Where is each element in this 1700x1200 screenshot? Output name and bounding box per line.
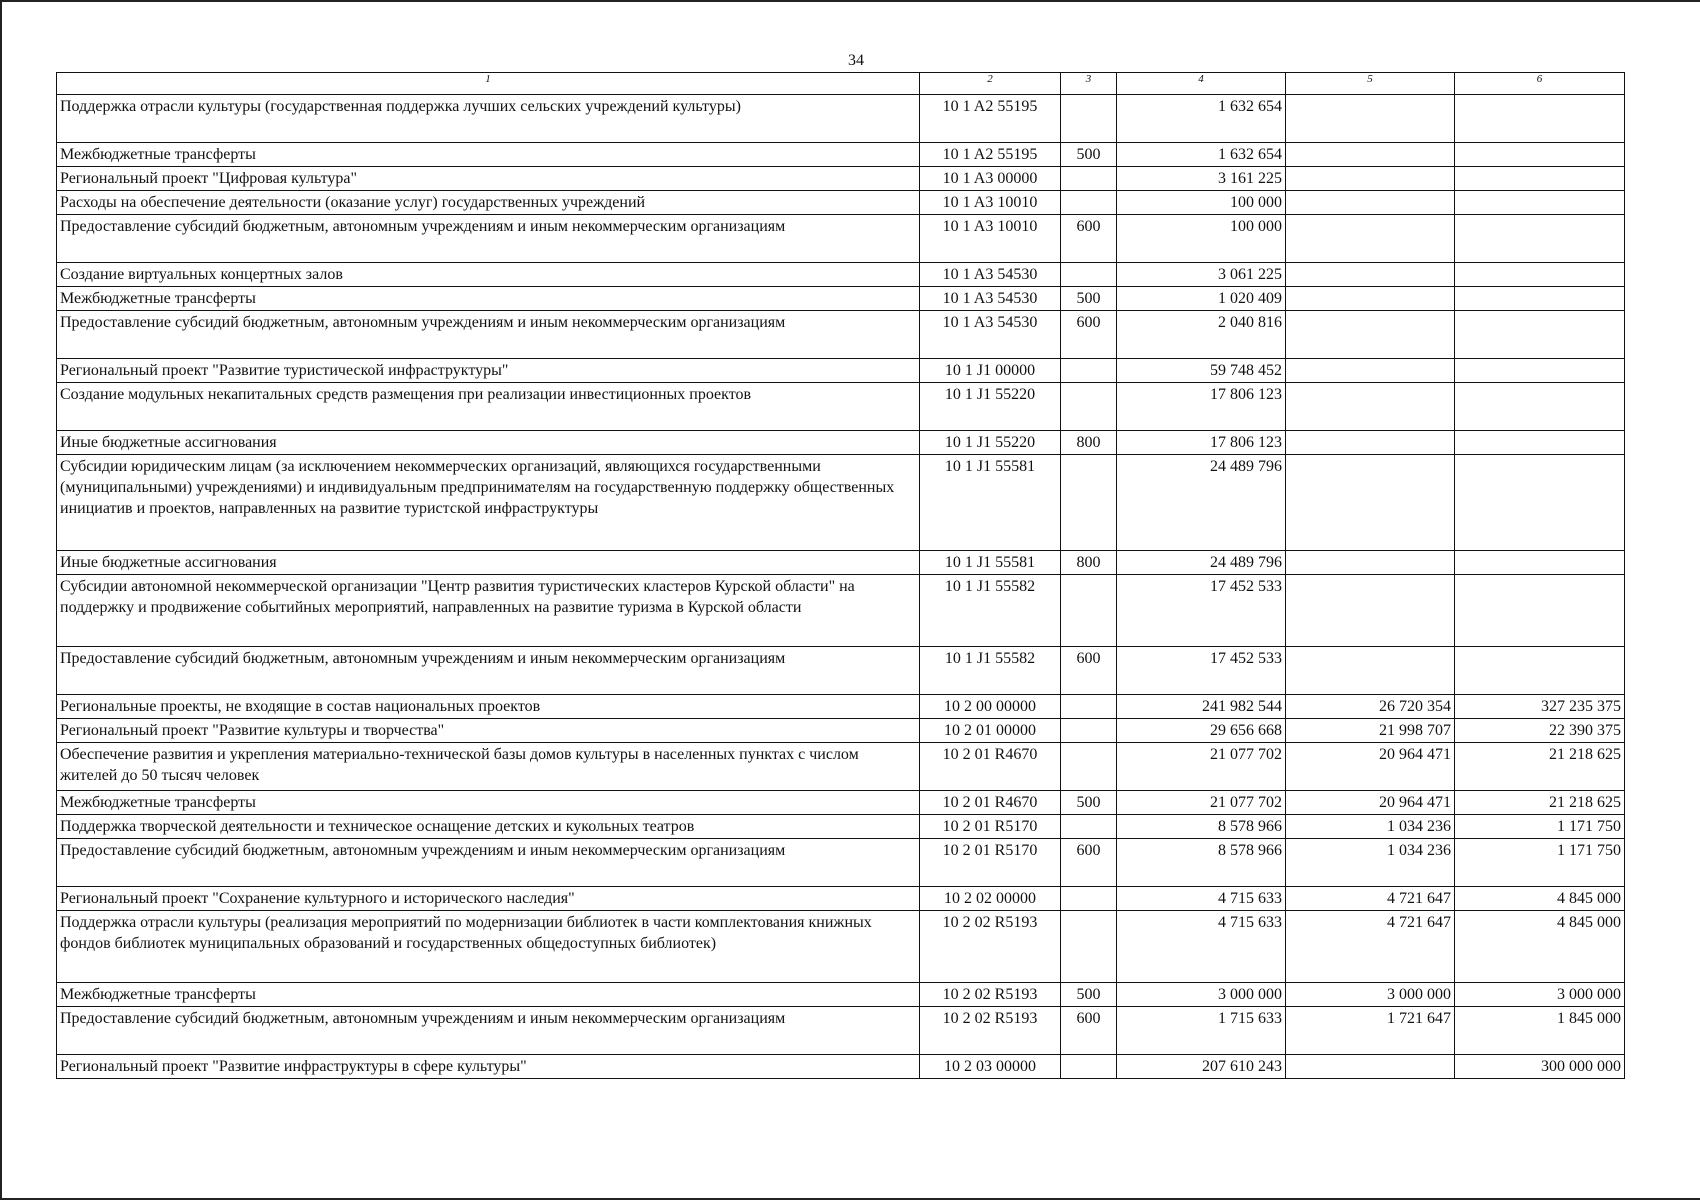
row-amount-col4-cell: 4 715 633 [1117,911,1286,983]
table-row [57,1055,1625,1079]
row-amount-col5-cell [1286,455,1455,551]
row-expense-type-cell: 600 [1061,215,1117,263]
row-amount-col4-cell: 17 806 123 [1117,431,1286,455]
row-expense-type-cell [1061,815,1117,839]
table-row [57,95,1625,143]
table-row [57,143,1625,167]
table-row [57,311,1625,359]
row-name-cell: Межбюджетные трансферты [57,983,920,1007]
row-amount-col4-cell: 17 452 533 [1117,575,1286,647]
row-code-cell: 10 1 A3 10010 [920,215,1061,263]
row-code-cell: 10 1 A3 54530 [920,263,1061,287]
row-amount-col6-cell [1455,383,1625,431]
row-code-cell: 10 1 A2 55195 [920,95,1061,143]
table-row [57,887,1625,911]
table-row [57,647,1625,695]
row-amount-col5-cell: 26 720 354 [1286,695,1455,719]
row-amount-col4-cell: 8 578 966 [1117,815,1286,839]
column-number: 6 [1455,73,1625,95]
row-code-cell: 10 1 A3 00000 [920,167,1061,191]
row-code-cell: 10 1 A3 54530 [920,287,1061,311]
row-expense-type-cell [1061,911,1117,983]
row-amount-col6-cell [1455,311,1625,359]
table-row [57,383,1625,431]
row-amount-col5-cell: 21 998 707 [1286,719,1455,743]
table-row [57,719,1625,743]
row-code-cell: 10 2 01 R4670 [920,791,1061,815]
table-row [57,191,1625,215]
table-row [57,359,1625,383]
row-name-cell: Предоставление субсидий бюджетным, автономным учреждениям и иным некоммерческим организациям [57,311,920,359]
table-row [57,983,1625,1007]
row-amount-col6-cell: 300 000 000 [1455,1055,1625,1079]
row-name-cell: Межбюджетные трансферты [57,791,920,815]
row-expense-type-cell: 800 [1061,551,1117,575]
row-code-cell: 10 2 01 R4670 [920,743,1061,791]
row-code-cell: 10 1 A3 54530 [920,311,1061,359]
table-row [57,431,1625,455]
row-amount-col5-cell [1286,431,1455,455]
row-amount-col4-cell: 100 000 [1117,191,1286,215]
row-expense-type-cell [1061,383,1117,431]
row-amount-col4-cell: 207 610 243 [1117,1055,1286,1079]
row-code-cell: 10 2 01 R5170 [920,815,1061,839]
row-amount-col6-cell [1455,143,1625,167]
row-amount-col6-cell [1455,287,1625,311]
row-amount-col5-cell [1286,1055,1455,1079]
table-row [57,263,1625,287]
row-expense-type-cell [1061,1055,1117,1079]
row-expense-type-cell: 500 [1061,983,1117,1007]
row-code-cell: 10 2 01 R5170 [920,839,1061,887]
row-amount-col6-cell: 4 845 000 [1455,911,1625,983]
row-amount-col6-cell: 21 218 625 [1455,791,1625,815]
row-amount-col5-cell: 4 721 647 [1286,911,1455,983]
row-amount-col4-cell: 1 632 654 [1117,95,1286,143]
row-amount-col6-cell [1455,359,1625,383]
table-row [57,1007,1625,1055]
row-amount-col4-cell: 21 077 702 [1117,743,1286,791]
row-amount-col4-cell: 241 982 544 [1117,695,1286,719]
row-code-cell: 10 1 J1 55220 [920,383,1061,431]
row-code-cell: 10 1 J1 55582 [920,647,1061,695]
row-expense-type-cell [1061,695,1117,719]
row-amount-col4-cell: 1 632 654 [1117,143,1286,167]
row-amount-col5-cell [1286,191,1455,215]
column-number: 2 [920,73,1061,95]
row-name-cell: Межбюджетные трансферты [57,143,920,167]
row-code-cell: 10 2 02 00000 [920,887,1061,911]
row-amount-col6-cell [1455,455,1625,551]
row-name-cell: Предоставление субсидий бюджетным, автономным учреждениям и иным некоммерческим организациям [57,1007,920,1055]
row-amount-col6-cell: 22 390 375 [1455,719,1625,743]
table-row [57,287,1625,311]
row-expense-type-cell: 600 [1061,647,1117,695]
row-amount-col6-cell [1455,167,1625,191]
row-name-cell: Иные бюджетные ассигнования [57,431,920,455]
column-number-row [57,73,1625,95]
row-amount-col4-cell: 3 000 000 [1117,983,1286,1007]
row-amount-col6-cell: 21 218 625 [1455,743,1625,791]
row-expense-type-cell [1061,743,1117,791]
column-number: 3 [1061,73,1117,95]
row-name-cell: Региональный проект "Сохранение культурного и исторического наследия" [57,887,920,911]
row-amount-col4-cell: 1 020 409 [1117,287,1286,311]
row-amount-col4-cell: 100 000 [1117,215,1286,263]
row-code-cell: 10 1 A3 10010 [920,191,1061,215]
row-expense-type-cell: 500 [1061,287,1117,311]
row-expense-type-cell [1061,887,1117,911]
row-name-cell: Создание виртуальных концертных залов [57,263,920,287]
row-code-cell: 10 2 02 R5193 [920,983,1061,1007]
row-expense-type-cell [1061,719,1117,743]
row-amount-col4-cell: 3 061 225 [1117,263,1286,287]
table-row [57,743,1625,791]
row-name-cell: Предоставление субсидий бюджетным, автономным учреждениям и иным некоммерческим организациям [57,647,920,695]
row-amount-col6-cell [1455,263,1625,287]
row-amount-col4-cell: 8 578 966 [1117,839,1286,887]
row-name-cell: Поддержка отрасли культуры (реализация мероприятий по модернизации библиотек в части комплектования книжных фондов библиотек муниципальных образований и государственных общедоступных библиотек) [57,911,920,983]
row-name-cell: Расходы на обеспечение деятельности (оказание услуг) государственных учреждений [57,191,920,215]
row-amount-col6-cell: 1 171 750 [1455,839,1625,887]
row-name-cell: Предоставление субсидий бюджетным, автономным учреждениям и иным некоммерческим организациям [57,839,920,887]
table-row [57,911,1625,983]
row-name-cell: Региональный проект "Развитие туристической инфраструктуры" [57,359,920,383]
row-amount-col4-cell: 2 040 816 [1117,311,1286,359]
row-amount-col5-cell [1286,383,1455,431]
row-amount-col4-cell: 59 748 452 [1117,359,1286,383]
row-name-cell: Региональные проекты, не входящие в состав национальных проектов [57,695,920,719]
row-amount-col4-cell: 21 077 702 [1117,791,1286,815]
table-row [57,455,1625,551]
row-amount-col5-cell: 1 721 647 [1286,1007,1455,1055]
table-row [57,167,1625,191]
row-name-cell: Региональный проект "Развитие инфраструктуры в сфере культуры" [57,1055,920,1079]
page-frame-top [0,0,1700,2]
row-amount-col5-cell: 20 964 471 [1286,743,1455,791]
row-amount-col4-cell: 24 489 796 [1117,551,1286,575]
row-expense-type-cell [1061,95,1117,143]
row-expense-type-cell: 600 [1061,1007,1117,1055]
row-amount-col5-cell [1286,359,1455,383]
row-code-cell: 10 2 00 00000 [920,695,1061,719]
row-amount-col6-cell [1455,95,1625,143]
row-expense-type-cell: 600 [1061,311,1117,359]
row-amount-col4-cell: 1 715 633 [1117,1007,1286,1055]
row-code-cell: 10 1 A2 55195 [920,143,1061,167]
row-amount-col5-cell [1286,215,1455,263]
row-code-cell: 10 1 J1 55220 [920,431,1061,455]
row-amount-col6-cell [1455,191,1625,215]
row-code-cell: 10 2 02 R5193 [920,911,1061,983]
row-code-cell: 10 2 03 00000 [920,1055,1061,1079]
column-number: 5 [1286,73,1455,95]
row-expense-type-cell [1061,359,1117,383]
row-name-cell: Межбюджетные трансферты [57,287,920,311]
row-expense-type-cell [1061,263,1117,287]
row-amount-col6-cell: 3 000 000 [1455,983,1625,1007]
row-amount-col5-cell: 20 964 471 [1286,791,1455,815]
row-expense-type-cell: 600 [1061,839,1117,887]
row-name-cell: Предоставление субсидий бюджетным, автономным учреждениям и иным некоммерческим организациям [57,215,920,263]
row-amount-col4-cell: 4 715 633 [1117,887,1286,911]
column-number: 4 [1117,73,1286,95]
table-row [57,551,1625,575]
row-amount-col6-cell: 4 845 000 [1455,887,1625,911]
row-expense-type-cell: 800 [1061,431,1117,455]
row-amount-col5-cell [1286,311,1455,359]
row-code-cell: 10 1 J1 55581 [920,455,1061,551]
table-row [57,815,1625,839]
row-amount-col4-cell: 29 656 668 [1117,719,1286,743]
row-amount-col6-cell [1455,431,1625,455]
row-amount-col6-cell [1455,575,1625,647]
row-code-cell: 10 1 J1 00000 [920,359,1061,383]
row-amount-col5-cell [1286,287,1455,311]
row-amount-col5-cell [1286,551,1455,575]
row-name-cell: Региональный проект "Цифровая культура" [57,167,920,191]
row-amount-col5-cell: 1 034 236 [1286,815,1455,839]
row-amount-col4-cell: 17 452 533 [1117,647,1286,695]
row-name-cell: Субсидии автономной некоммерческой организации "Центр развития туристических кластеров Курской области" на поддержку и продвижение событийных мероприятий, направленных на развитие туризма в Курской области [57,575,920,647]
row-name-cell: Создание модульных некапитальных средств размещения при реализации инвестиционных проектов [57,383,920,431]
table-row [57,215,1625,263]
row-expense-type-cell: 500 [1061,143,1117,167]
table-row [57,575,1625,647]
row-amount-col4-cell: 3 161 225 [1117,167,1286,191]
row-amount-col5-cell [1286,167,1455,191]
row-amount-col5-cell [1286,143,1455,167]
row-amount-col6-cell: 1 171 750 [1455,815,1625,839]
page-frame-left [0,0,2,1200]
page-number: 34 [848,52,864,69]
row-expense-type-cell [1061,167,1117,191]
row-amount-col5-cell [1286,263,1455,287]
budget-table [56,72,1625,1079]
table-row [57,791,1625,815]
row-expense-type-cell [1061,575,1117,647]
row-amount-col4-cell: 17 806 123 [1117,383,1286,431]
row-name-cell: Поддержка творческой деятельности и техническое оснащение детских и кукольных театров [57,815,920,839]
row-code-cell: 10 2 01 00000 [920,719,1061,743]
row-name-cell: Поддержка отрасли культуры (государственная поддержка лучших сельских учреждений культуры) [57,95,920,143]
row-name-cell: Субсидии юридическим лицам (за исключением некоммерческих организаций, являющихся государственными (муниципальными) учреждениями) и индивидуальным предпринимателям на государственную поддержку общественных инициатив и проектов, направленных на развитие туристской инфраструктуры [57,455,920,551]
row-expense-type-cell [1061,455,1117,551]
table-row [57,839,1625,887]
row-name-cell: Региональный проект "Развитие культуры и творчества" [57,719,920,743]
column-number: 1 [57,73,920,95]
row-name-cell: Обеспечение развития и укрепления материально-технической базы домов культуры в населенных пунктах с числом жителей до 50 тысяч человек [57,743,920,791]
table-row [57,695,1625,719]
row-code-cell: 10 1 J1 55581 [920,551,1061,575]
row-amount-col6-cell: 327 235 375 [1455,695,1625,719]
row-amount-col6-cell: 1 845 000 [1455,1007,1625,1055]
row-code-cell: 10 1 J1 55582 [920,575,1061,647]
row-amount-col5-cell [1286,647,1455,695]
row-amount-col5-cell [1286,95,1455,143]
row-expense-type-cell: 500 [1061,791,1117,815]
row-amount-col6-cell [1455,647,1625,695]
row-amount-col4-cell: 24 489 796 [1117,455,1286,551]
row-amount-col5-cell: 4 721 647 [1286,887,1455,911]
row-amount-col6-cell [1455,215,1625,263]
row-name-cell: Иные бюджетные ассигнования [57,551,920,575]
row-amount-col5-cell [1286,575,1455,647]
row-amount-col6-cell [1455,551,1625,575]
row-amount-col5-cell: 1 034 236 [1286,839,1455,887]
row-code-cell: 10 2 02 R5193 [920,1007,1061,1055]
row-expense-type-cell [1061,191,1117,215]
row-amount-col5-cell: 3 000 000 [1286,983,1455,1007]
